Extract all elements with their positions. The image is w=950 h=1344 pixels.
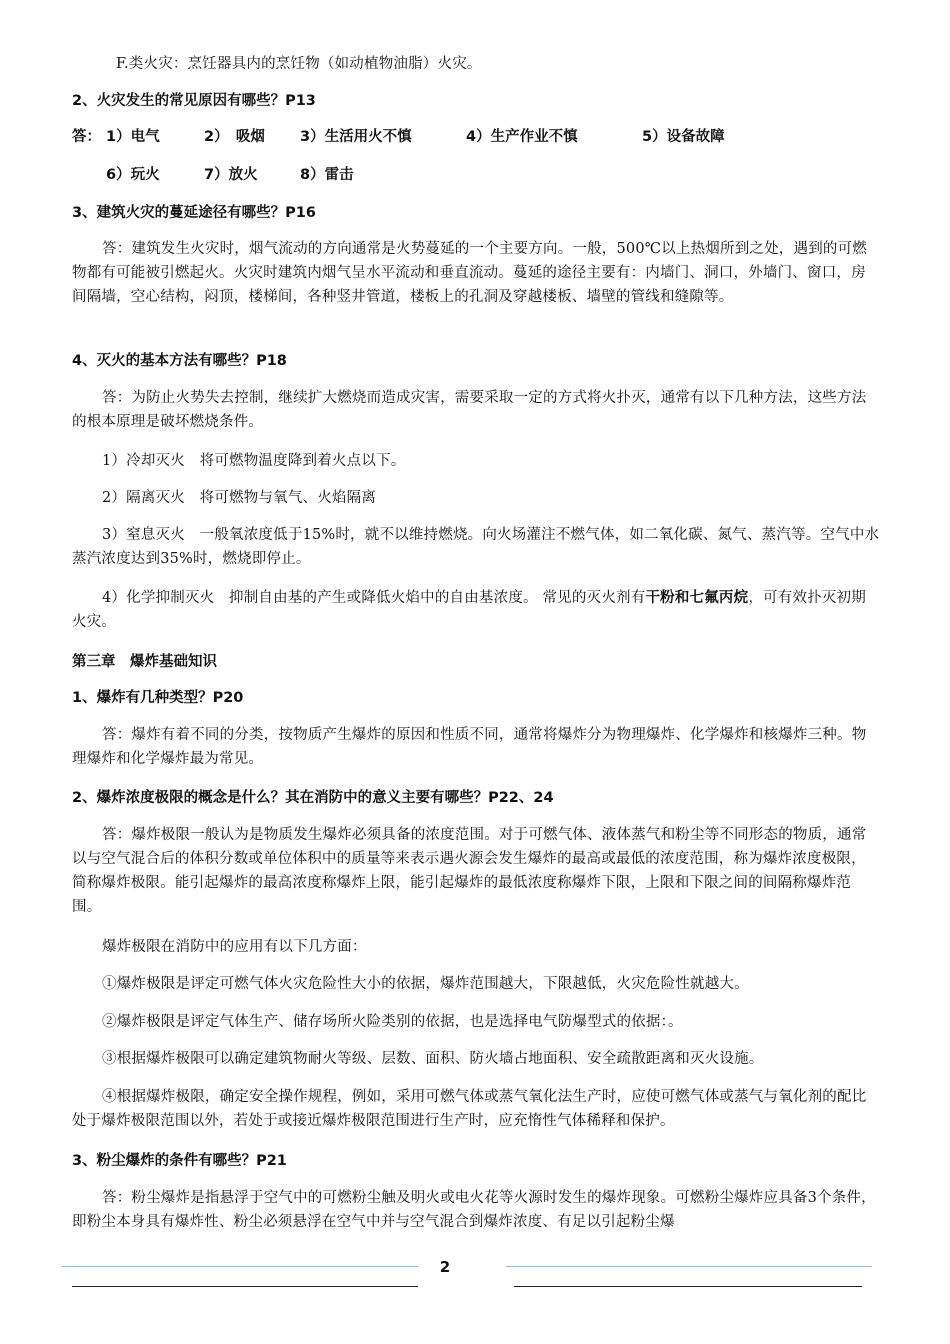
f-fire-line: F.类火灾：烹饪器具内的烹饪物（如动植物油脂）火灾。 — [116, 56, 482, 72]
q2-cause-7: 7）放火 — [204, 167, 258, 183]
explosion-q3-answer: 答：粉尘爆炸是指悬浮于空气中的可燃粉尘触及明火或电火花等火源时发生的爆炸现象。可燃粉尘爆炸应具备3个条件，即粉尘本身具有爆炸性、粉尘必须悬浮在空气中并与空气混合到爆炸浓度、有足以引起粉尘爆 — [72, 1190, 876, 1230]
chapter-3-title: 第三章 爆炸基础知识 — [72, 654, 217, 670]
q2-cause-3: 3）生活用火不慎 — [300, 129, 412, 145]
application-1: ①爆炸极限是评定可燃气体火灾危险性大小的依据，爆炸范围越大，下限越低，火灾危险性就越大。 — [102, 976, 749, 992]
q2-cause-2: 2） 吸烟 — [204, 129, 265, 145]
q2-causes-row-2 — [72, 163, 880, 187]
method-chemical-inhibition — [72, 586, 880, 634]
explosion-q2-answer: 答：爆炸极限一般认为是物质发生爆炸必须具备的浓度范围。对于可燃气体、液体蒸气和粉尘等不同形态的物质，通常以与空气混合后的体积分数或单位体积中的质量等来表示遇火源会发生爆炸的最高或最低的浓度范围，称为爆炸浓度极限，简称爆炸极限。能引起爆炸的最高浓度称爆炸上限，能引起爆炸的最低浓度称爆炸下限，上限和下限之间的间隔称爆炸范围。 — [72, 827, 867, 915]
explosion-q3-heading: 3、粉尘爆炸的条件有哪些？P21 — [72, 1153, 287, 1169]
application-2: ②爆炸极限是评定气体生产、储存场所火险类别的依据，也是选择电气防爆型式的依据：。 — [102, 1014, 683, 1030]
q2-cause-4: 4）生产作业不慎 — [466, 129, 578, 145]
method-cooling: 1）冷却灭火 将可燃物温度降到着火点以下。 — [102, 453, 406, 469]
footer-rule-right-bottom — [514, 1286, 862, 1287]
question-4-heading: 4、灭火的基本方法有哪些？P18 — [72, 353, 287, 369]
footer-rule-right-top — [506, 1266, 872, 1267]
application-4: ④根据爆炸极限，确定安全操作规程，例如，采用可燃气体或蒸气氧化法生产时，应使可燃气体或蒸气与氧化剂的配比处于爆炸极限范围以外，若处于或接近爆炸极限范围进行生产时，应充惰性气体稀释和保护。 — [72, 1089, 867, 1129]
extinguishing-agents: 干粉和七氟丙烷 — [645, 590, 749, 606]
question-3-answer: 答：建筑发生火灾时，烟气流动的方向通常是火势蔓延的一个主要方向。一般，500℃以上热烟所到之处，遇到的可燃物都有可能被引燃起火。火灾时建筑内烟气呈水平流动和垂直流动。蔓延的途径主要有：内墙门、洞口，外墙门、窗口，房间隔墙，空心结构，闷顶，楼梯间，各种竖井管道，楼板上的孔洞及穿越楼板、墙壁的管线和缝隙等。 — [72, 241, 867, 305]
method-isolation: 2）隔离灭火 将可燃物与氧气、火焰隔离 — [102, 490, 377, 506]
explosion-limit-applications: 爆炸极限在消防中的应用有以下几方面： — [102, 939, 367, 955]
question-3-heading: 3、建筑火灾的蔓延途径有哪些？P16 — [72, 205, 316, 221]
method-smothering: 3）窒息灭火 一般氧浓度低于15%时，就不以维持燃烧。向火场灌注不燃气体，如二氧化碳、氮气、蒸汽等。空气中水蒸汽浓度达到35%时，燃烧即停止。 — [72, 527, 880, 567]
q2-cause-6: 6）玩火 — [106, 167, 160, 183]
q2-answer-prefix: 答： — [72, 129, 101, 145]
explosion-q1-answer: 答：爆炸有着不同的分类，按物质产生爆炸的原因和性质不同，通常将爆炸分为物理爆炸、化学爆炸和核爆炸三种。物理爆炸和化学爆炸最为常见。 — [72, 727, 867, 767]
question-2-heading: 2、火灾发生的常见原因有哪些？P13 — [72, 93, 316, 109]
application-3: ③根据爆炸极限可以确定建筑物耐火等级、层数、面积、防火墙占地面积、安全疏散距离和灭火设施。 — [102, 1051, 764, 1067]
explosion-q1-heading: 1、爆炸有几种类型？P20 — [72, 690, 244, 706]
q2-causes-row-1 — [72, 125, 880, 149]
page-number: 2 — [439, 1258, 451, 1276]
q2-cause-8: 8）雷击 — [300, 167, 354, 183]
explosion-q2-heading: 2、爆炸浓度极限的概念是什么？其在消防中的意义主要有哪些？P22、24 — [72, 790, 554, 806]
question-4-answer: 答：为防止火势失去控制，继续扩大燃烧而造成灾害，需要采取一定的方式将火扑灭，通常有以下几种方法，这些方法的根本原理是破坏燃烧条件。 — [72, 390, 867, 430]
method-chemical-tail: ，可有效扑灭初期火灾。 — [72, 590, 866, 630]
method-chemical-text: 4）化学抑制灭火 抑制自由基的产生或降低火焰中的自由基浓度。 常见的灭火剂有 — [102, 590, 646, 606]
q2-cause-5: 5）设备故障 — [642, 129, 725, 145]
footer-rule-left-top — [62, 1266, 418, 1267]
footer-rule-left-bottom — [72, 1286, 418, 1287]
q2-cause-1: 1）电气 — [106, 129, 160, 145]
